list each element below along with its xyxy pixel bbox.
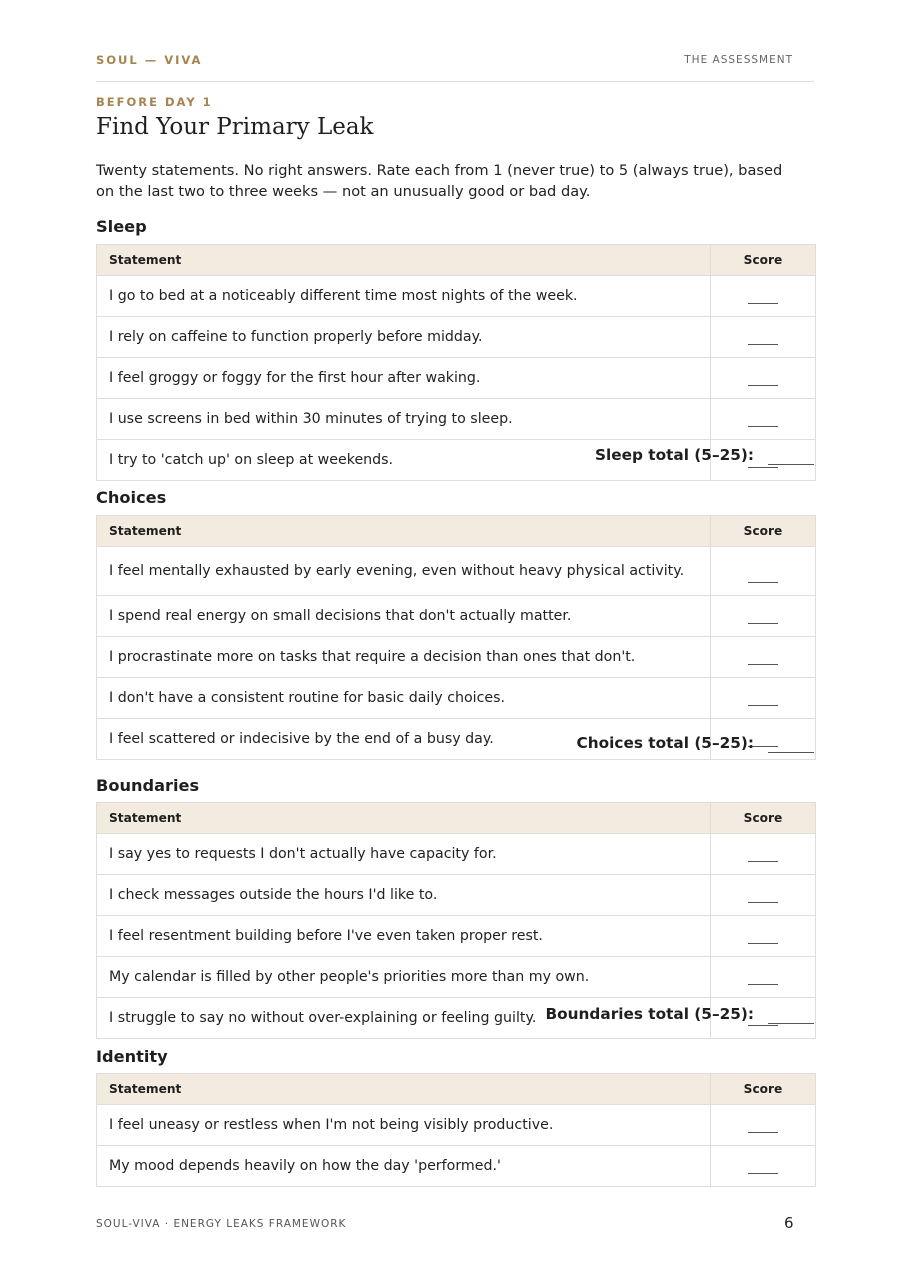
statement-text: I feel mentally exhausted by early evening, even without heavy physical activity. [97,547,711,596]
statement-text: I struggle to say no without over-explaining or feeling guilty. [97,998,711,1039]
table-row [97,678,816,719]
statement-column-header: Statement [97,1074,711,1105]
score-line [748,663,778,665]
table-row [97,547,816,596]
score-line [748,860,778,862]
table-header-row [97,245,816,276]
statement-text: I try to 'catch up' on sleep at weekends. [97,440,711,481]
choices-total-label: Choices total (5–25): [576,734,754,752]
score-line [748,1131,778,1133]
score-line [748,302,778,304]
page-header [96,53,814,82]
statement-column-header: Statement [97,516,711,547]
score-line [748,343,778,345]
boundaries-total-blank[interactable] [768,1022,814,1024]
page-number: 6 [784,1214,794,1232]
statement-column-header: Statement [97,245,711,276]
table-header-row [97,803,816,834]
table-row [97,916,816,957]
table-row [97,1105,816,1146]
brand-label: SOUL — VIVA [96,53,203,67]
score-column-header: Score [711,1074,816,1105]
table-row [97,957,816,998]
eyebrow-label: BEFORE DAY 1 [96,95,213,109]
footer-label: SOUL-VIVA · ENERGY LEAKS FRAMEWORK [96,1218,347,1230]
score-blank[interactable] [711,678,816,719]
intro-paragraph: Twenty statements. No right answers. Rate each from 1 (never true) to 5 (always true), based on the last two to three weeks — not an unusually good or bad day. [96,162,783,200]
statement-text: I check messages outside the hours I'd like to. [97,875,711,916]
section-title-sleep: Sleep [96,217,147,236]
score-line [748,942,778,944]
score-line [748,704,778,706]
choices-total [577,734,814,756]
sleep-total [595,446,814,468]
score-line [748,983,778,985]
section-title-choices: Choices [96,488,167,507]
statement-text: I procrastinate more on tasks that require a decision than ones that don't. [97,637,711,678]
table-row [97,358,816,399]
section-label: THE ASSESSMENT [684,54,793,66]
table-row [97,399,816,440]
table-header-row [97,1074,816,1105]
statement-text: I feel uneasy or restless when I'm not being visibly productive. [97,1105,711,1146]
statement-text: My mood depends heavily on how the day 'performed.' [97,1146,711,1187]
score-line [748,622,778,624]
table-row [97,596,816,637]
table-row [97,875,816,916]
statement-text: I feel scattered or indecisive by the end of a busy day. [97,719,711,760]
score-column-header: Score [711,516,816,547]
section-title-identity: Identity [96,1047,168,1066]
score-blank[interactable] [711,637,816,678]
statement-text: My calendar is filled by other people's priorities more than my own. [97,957,711,998]
table-row [97,1146,816,1187]
score-line [748,581,778,583]
score-blank[interactable] [711,834,816,875]
table-header-row [97,516,816,547]
score-blank[interactable] [711,875,816,916]
section-title-boundaries: Boundaries [96,776,200,795]
boundaries-total [545,1005,814,1027]
sleep-total-label: Sleep total (5–25): [595,446,754,464]
score-blank[interactable] [711,957,816,998]
score-blank[interactable] [711,276,816,317]
score-column-header: Score [711,245,816,276]
score-line [748,384,778,386]
score-blank[interactable] [711,1105,816,1146]
table-row [97,276,816,317]
score-blank[interactable] [711,358,816,399]
identity-table [96,1073,816,1187]
statement-text: I spend real energy on small decisions that don't actually matter. [97,596,711,637]
score-blank[interactable] [711,916,816,957]
statement-column-header: Statement [97,803,711,834]
score-line [748,901,778,903]
score-blank[interactable] [711,596,816,637]
statement-text: I don't have a consistent routine for basic daily choices. [97,678,711,719]
table-row [97,317,816,358]
score-blank[interactable] [711,317,816,358]
score-blank[interactable] [711,1146,816,1187]
boundaries-table [96,802,816,1039]
score-line [748,425,778,427]
statement-text: I say yes to requests I don't actually have capacity for. [97,834,711,875]
choices-total-blank[interactable] [768,751,814,753]
statement-text: I rely on caffeine to function properly before midday. [97,317,711,358]
boundaries-total-label: Boundaries total (5–25): [545,1005,754,1023]
choices-table [96,515,816,760]
statement-text: I go to bed at a noticeably different time most nights of the week. [97,276,711,317]
page-title: Find Your Primary Leak [96,114,374,140]
score-column-header: Score [711,803,816,834]
score-line [748,1172,778,1174]
statement-text: I feel groggy or foggy for the first hour after waking. [97,358,711,399]
statement-text: I feel resentment building before I've even taken proper rest. [97,916,711,957]
table-row [97,637,816,678]
sleep-total-blank[interactable] [768,463,814,465]
score-blank[interactable] [711,399,816,440]
table-row [97,834,816,875]
statement-text: I use screens in bed within 30 minutes of trying to sleep. [97,399,711,440]
score-blank[interactable] [711,547,816,596]
